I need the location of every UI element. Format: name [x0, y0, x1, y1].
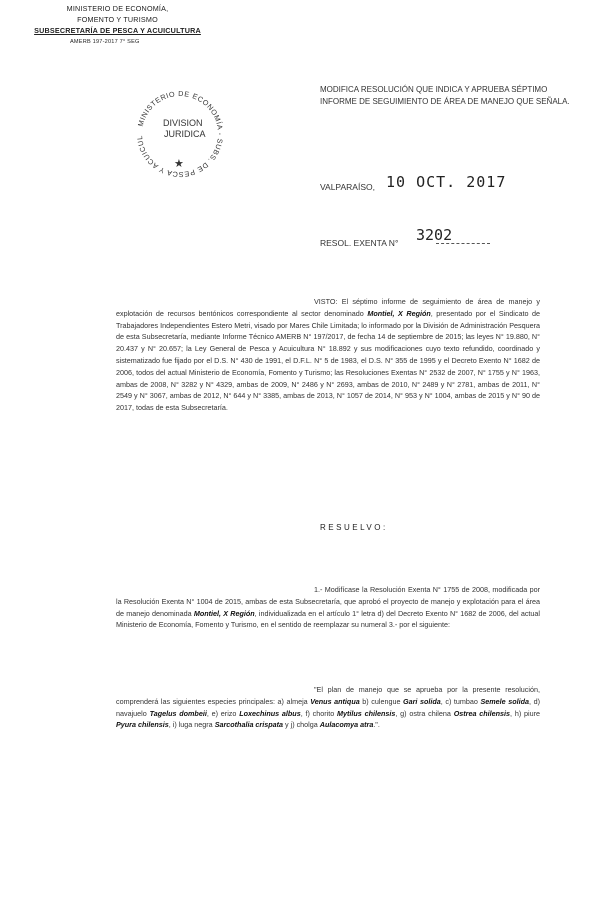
division-stamp: [130, 84, 230, 184]
quote-text: , i) luga negra: [168, 720, 215, 730]
quote-text: , c) tumbao: [440, 696, 481, 706]
file-reference: AMERB 197-2017 7° SEG: [70, 39, 140, 45]
species-name: Aulacomya atra: [319, 720, 374, 730]
stamp-ring-text: MINISTERIO DE ECONOMÍA - SUBS. DE PESCA Y ACUICUL: [135, 88, 226, 180]
quote-text: , g) ostra chilena: [395, 708, 454, 718]
ministry-name: MINISTERIO DE ECONOMÍA,: [66, 4, 169, 13]
quote-text: b) culengue: [359, 696, 404, 706]
resolution-number: 3202: [416, 226, 453, 244]
visto-paragraph: [116, 296, 540, 414]
species-name: Gari solida: [403, 696, 441, 706]
stamp-star-icon: ★: [174, 158, 184, 170]
article-1-paragraph: [116, 584, 540, 631]
article-1-area-name: Montiel, X Región: [193, 608, 255, 618]
visto-text-2: , presentado por el Sindicato de Trabajadores Independientes Estero Metri, visado por Mares Chile Limitada; lo informado por la División de Administración Pesquera de esta Subsecretaría, mediante Informe Técnico AMERB N° 197/2017, de fecha 14 de septiembre de 2015; las leyes N° 19.880, N° 20.437 y N° 20.657; la Ley General de Pesca y Acuicultura N° 18.892 y sus modificaciones cuyo texto refundido, coordinado y sistematizado fue fijado por el D.S. N° 430 de 1991, el D.F.L. N° 5 de 1983, el D.S. N° 355 de 1995 y el Decreto Exento N° 1682 de 2006, todos del actual Ministerio de Economía, Fomento y Turismo; las Resoluciones Exentas N° 2532 de 2007, N° 1755 y N° 1963, ambas de 2008, N° 3282 y N° 4329, ambas de 2009, N° 2486 y N° 2693, ambas de 2010, N° 2489 y N° 2781, ambas de 2011, N° 2549 y N° 3067, ambas de 2012, N° 644 y N° 3385, ambas de 2013, N° 1057 de 2014, N° 953 y N° 1004, ambas de 2015 y N° 90 de 2017, todas de esta Subsecretaría.: [116, 308, 540, 413]
species-name: Tagelus dombeii: [149, 708, 207, 718]
quote-text: , d) navajuelo: [116, 696, 541, 718]
document-title: MODIFICA RESOLUCIÓN QUE INDICA Y APRUEBA SÉPTIMO INFORME DE SEGUIMIENTO DE ÁREA DE MANEJO QUE SEÑALA.: [320, 85, 570, 106]
species-name: Loxechinus albus: [239, 708, 301, 718]
resolution-underline: [436, 243, 490, 244]
quote-text: , e) erizo: [206, 708, 240, 718]
date-stamp: 10 OCT. 2017: [386, 173, 507, 191]
species-quote-paragraph: [116, 684, 540, 731]
species-name: Ostrea chilensis: [453, 708, 511, 718]
article-1-text-1: 1.- Modifícase la Resolución Exenta N° 1755 de 2008, modificada por la Resolución Exenta N° 1004 de 2015, ambas de esta Subsecretaría, que aprobó el proyecto de manejo y explotación para el área de manejo denominada: [116, 585, 540, 618]
stamp-juridica: JURIDICA: [164, 129, 206, 139]
resolution-label: RESOL. EXENTA N°: [320, 238, 399, 248]
species-name: Sarcothalia crispata: [214, 720, 284, 730]
visto-area-name: Montiel, X Región: [367, 308, 431, 318]
quote-text: "El plan de manejo que se aprueba por la presente resolución, comprenderá las siguientes especies principales: a) almeja: [116, 685, 540, 706]
place-label: VALPARAÍSO,: [320, 182, 375, 192]
resuelvo-heading: RESUELVO:: [320, 523, 388, 532]
quote-text: , f) chorito: [300, 708, 338, 718]
undersecretariat-name: SUBSECRETARÍA DE PESCA Y ACUICULTURA: [34, 26, 201, 35]
species-name: Venus antiqua: [310, 696, 360, 706]
visto-text-1: VISTO: El séptimo informe de seguimiento de área de manejo y explotación de recursos bentónicos correspondiente al sector denominado: [116, 297, 540, 318]
species-name: Pyura chilensis: [116, 720, 169, 730]
quote-text: , h) piure: [510, 708, 540, 718]
quote-text: .".: [373, 720, 380, 730]
quote-text: y j) cholga: [283, 720, 320, 730]
article-1-text-2: , individualizada en el artículo 1° letra d) del Decreto Exento N° 1682 de 2006, del actual Ministerio de Economía, Fomento y Turismo, en el sentido de reemplazar su numeral 3.- por el siguiente:: [116, 608, 541, 630]
ministry-name-2: FOMENTO Y TURISMO: [77, 15, 158, 24]
species-name: Mytilus chilensis: [337, 708, 396, 718]
species-name: Semele solida: [480, 696, 530, 706]
stamp-division: DIVISION: [163, 118, 203, 128]
